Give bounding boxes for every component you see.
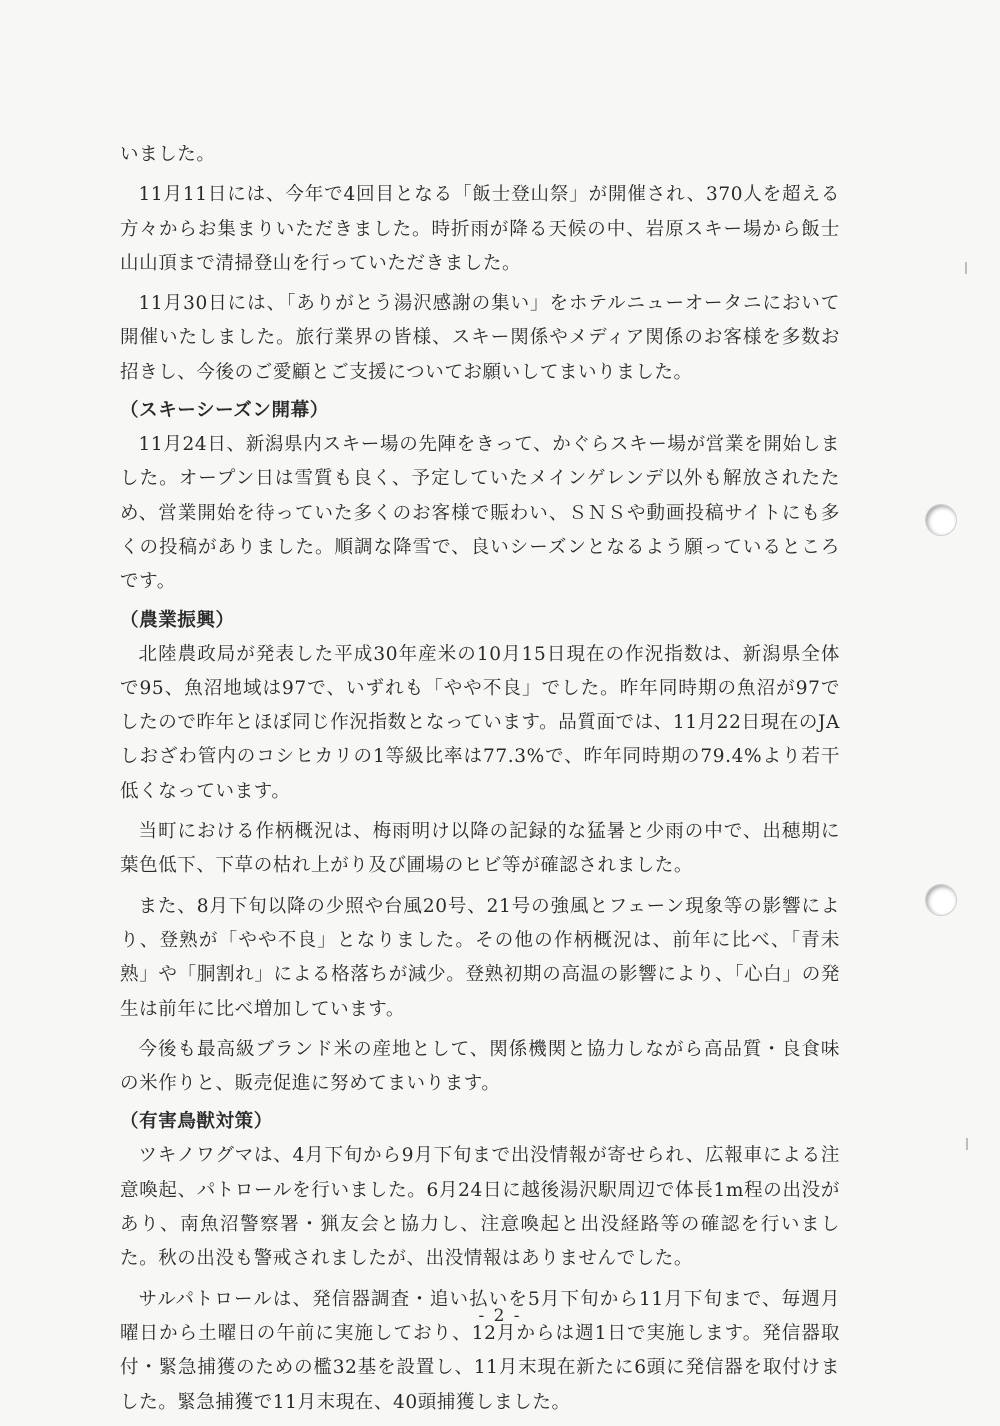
binder-hole <box>925 884 957 916</box>
paragraph: また、8月下旬以降の少照や台風20号、21号の強風とフェーン現象等の影響により、登熟が「やや不良」となりました。その他の作柄概況は、前年に比べ、「青未熟」や「胴割れ」による格落ちが減少。登熟初期の高温の影響により、「心白」の発生は前年に比べ増加しています。 <box>120 895 840 1020</box>
paragraph: 当町における作柄概況は、梅雨明け以降の記録的な猛暑と少雨の中で、出穂期に葉色低下、下草の枯れ上がり及び圃場のヒビ等が確認されました。 <box>120 821 840 877</box>
section-heading: （農業振興） <box>120 609 235 631</box>
scan-mark <box>965 262 967 274</box>
paragraph: いました。 <box>120 144 216 165</box>
section-heading: （有害鳥獣対策） <box>120 1111 273 1133</box>
paragraph: 11月30日には、「ありがとう湯沢感謝の集い」をホテルニューオータニにおいて開催いたしました。旅行業界の皆様、スキー関係やメディア関係のお客様を多数お招きし、今後のご愛顧とご支援についてお願いしてまいりました。 <box>120 293 840 383</box>
page-number: - 2 - <box>478 1306 522 1326</box>
paragraph: 今後も最高級ブランド米の産地として、関係機関と協力しながら高品質・良食味の米作りと、販売促進に努めてまいります。 <box>120 1038 840 1095</box>
section-heading: （スキーシーズン開幕） <box>120 400 329 422</box>
binder-hole <box>925 504 957 536</box>
paragraph: サルパトロールは、発信器調査・追い払いを5月下旬から11月下旬まで、毎週月曜日から土曜日の午前に実施しており、12月からは週1日で実施します。発信器取付・緊急捕獲のための檻32基を設置し、11月末現在新たに6頭に発信器を取付けました。緊急捕獲で11月末現在、40頭捕獲しました。 <box>120 1288 840 1413</box>
document-body <box>120 138 840 1426</box>
paragraph: 北陸農政局が発表した平成30年産米の10月15日現在の作況指数は、新潟県全体で95、魚沼地域は97で、いずれも「やや不良」でした。昨年同時期の魚沼が97でしたので昨年とほぼ同じ作況指数となっています。品質面では、11月22日現在のJAしおざわ管内のコシヒカリの1等級比率は77.3%で、昨年同時期の79.4%より若干低くなっています。 <box>120 643 840 802</box>
paragraph: 11月11日には、今年で4回目となる「飯士登山祭」が開催され、370人を超える方々からお集まりいただきました。時折雨が降る天候の中、岩原スキー場から飯士山山頂まで清掃登山を行っていただきました。 <box>120 184 840 274</box>
paragraph: ツキノワグマは、4月下旬から9月下旬まで出没情報が寄せられ、広報車による注意喚起、パトロールを行いました。6月24日に越後湯沢駅周辺で体長1m程の出没があり、南魚沼警察署・猟友会と協力し、注意喚起と出没経路等の確認を行いました。秋の出没も警戒されましたが、出没情報はありませんでした。 <box>120 1145 840 1270</box>
scan-mark <box>966 1138 968 1150</box>
paragraph: 11月24日、新潟県内スキー場の先陣をきって、かぐらスキー場が営業を開始しました。オープン日は雪質も良く、予定していたメインゲレンデ以外も解放されたため、営業開始を待っていた多くのお客様で賑わい、ＳＮＳや動画投稿サイトにも多くの投稿がありました。順調な降雪で、良いシーズンとなるよう願っているところです。 <box>120 434 840 593</box>
